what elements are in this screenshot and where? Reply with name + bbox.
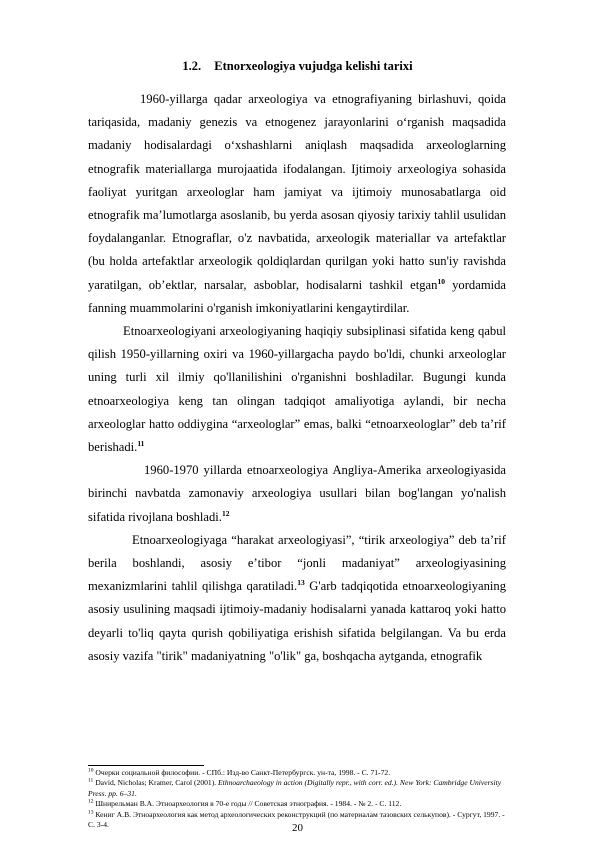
footnote — [88, 778, 506, 799]
section-number: 1.2. — [182, 59, 202, 73]
footnote — [88, 799, 506, 809]
footnote-ref: 10 — [88, 767, 94, 774]
text-run: David, Nicholas; Kramer, Carol (2001). — [93, 778, 219, 788]
section-heading — [0, 59, 595, 74]
section-title: Etnorxeologiya vujudga kelishi tarixi — [214, 59, 413, 73]
footnote-ref: 10 — [437, 276, 445, 286]
footnote-ref: 11 — [137, 438, 145, 448]
text-run: Etnoarxeologiyani arxeologiyaning haqiqiy subsiplinasi sifatida keng qabul qilish 1950-yillarning oxiri va 1960-yillargacha paydo bo'ldi, chunki arxeologlar uning turli xil ilmiy qo'llanilishini o'rganishni boshladilar. Bugungi kunda etnoarxeologiya keng tan olingan tadqiqot amaliyotiga aylandi, bir necha arxeologlar hatto oddiygina “arxeologlar” emas, balki “etnoarxeologlar” deb taʼrif berishadi. — [88, 324, 506, 455]
text-run: Шнирельман В.А. Этноархеология в 70-е годы // Советская этнография. - 1984. - № 2. - С. 112. — [93, 799, 402, 809]
footnote — [88, 768, 506, 778]
text-run: yordamida fanning muammolarini o'rganish imkoniyatlarini kengaytirdilar. — [88, 277, 506, 315]
footnote-separator — [88, 765, 204, 766]
text-run: Etnoarxeologiyaga “harakat arxeologiyasi”, “tirik arxeologiya” deb taʼrif berila boshlandi, asosiy eʼtibor “jonli madaniyat” arxeologiyasining mexanizmlarini tahlil qilishga qaratiladi. — [88, 532, 506, 594]
text-run: 1960-1970 yillarda etnoarxeologiya Angliya-Amerika arxeologiyasida birinchi navbatda zamonaviy arxeologiya usullari bilan bog'langan yo'nalish sifatida rivojlana boshladi. — [88, 463, 506, 524]
paragraph — [88, 320, 506, 459]
text-run: 1960-yillarga qadar arxeologiya va etnografiyaning birlashuvi, qoida tariqasida, madaniy genezis va etnogenez jarayonlarini oʻrganish maqsadida madaniy hodisalardagi oʻxshashlarni aniqlash maqsadida arxeologlarning etnografik materiallarga murojaatida ifodalangan. Ijtimoiy arxeologiya sohasida faoliyat yuritgan arxeologlar ham jamiyat va ijtimoiy munosabatlarga oid etnografik maʼlumotlarga asoslanib, bu yerda asosan qiyosiy tarixiy tahlil usulidan foydalanganlar. Etnograflar, o'z navbatida, arxeologik materiallar va artefaktlar (bu holda artefaktlar arxeologik qoldiqlardan qurilgan yoki hatto sun'iy ravishda yaratilgan, ob’ektlar, narsalar, asboblar, hodisalarni tashkil etgan — [88, 92, 506, 292]
footnote-ref: 12 — [88, 798, 94, 805]
footnote-ref: 12 — [221, 508, 230, 518]
italic-text: Ethnoarchaeology in action (Digitally repr., with corr. ed.). New York: Cambridge University Press. pp. 6–31. — [88, 778, 502, 798]
paragraph — [88, 459, 506, 529]
paragraph — [88, 88, 506, 320]
paragraph — [88, 529, 506, 668]
footnote-ref: 13 — [297, 578, 305, 588]
text-run: G'arb tadqiqotida etnoarxeologiyaning asosiy usulining maqsadi ijtimoiy-madaniy hodisalarni yanada kattaroq yoki hatto deyarli to'liq qayta qurish qobiliyatiga erishish sifatida belgilangan. Va bu erda asosiy vazifa "tirik" madaniyatning "o'lik" ga, boshqacha aytganda, etnografik — [88, 579, 506, 663]
footnote-ref: 11 — [88, 777, 94, 784]
page-number: 20 — [292, 822, 303, 834]
text-run: Кениг А.В. Этноархеология как метод археологических реконструкций (по материалам тазовских селькупов). - Сургут, 1997. - С. 3-4. — [88, 809, 505, 830]
text-run: Очерки социальной философии. - СПб.: Изд-во Санкт-Петербургск. ун-та, 1998. - С. 71-72. — [93, 768, 391, 777]
footnote-ref: 13 — [88, 809, 94, 816]
body-text — [88, 88, 506, 668]
